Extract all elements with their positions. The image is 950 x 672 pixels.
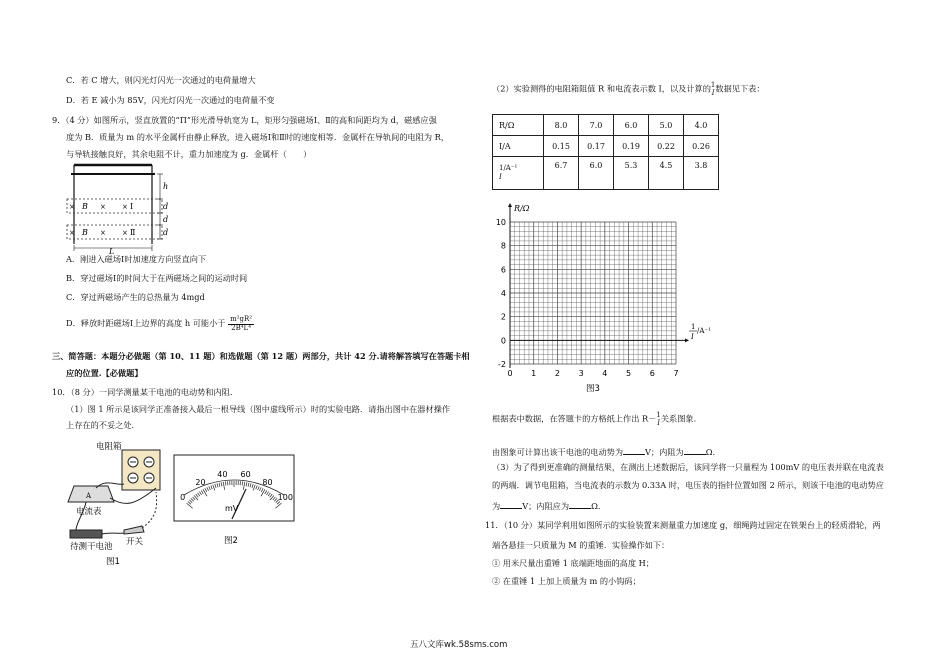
question-10-part1-line2: 上存在的不妥之处． <box>66 420 140 430</box>
x-tick-label: 7 <box>673 369 679 378</box>
figure-1-caption: 图1 <box>106 557 120 567</box>
q10-part3-end: Ω. <box>591 501 601 511</box>
figure-1-circuit <box>66 438 166 570</box>
meter-tick-label: 60 <box>240 470 251 480</box>
question-10-part2 <box>492 82 765 97</box>
graph-x-label-den: I <box>691 333 694 341</box>
figure-3-grid-graph <box>490 200 715 394</box>
meter-tick-label: 100 <box>277 492 293 502</box>
q10-graph-text: 根据表中数据，在答题卡的方格纸上作出 R－ <box>492 413 657 424</box>
question-11-step2: ② 在重锤 1 上加上质量为 m 的小钩码； <box>492 576 641 586</box>
answer-blank-resistance[interactable] <box>684 446 706 455</box>
y-tick-label: -2 <box>498 360 506 369</box>
x-tick-label: 5 <box>626 369 632 378</box>
q10-part2-text-end: 数据见下表： <box>715 83 765 94</box>
q10-part3-mid: V；内阻应为 <box>522 501 570 511</box>
table-cell: 5.3 <box>614 157 649 190</box>
figure-2-caption: 图2 <box>224 536 238 546</box>
table-row <box>493 136 719 157</box>
q9-option-b: B．穿过磁场Ⅰ的时间大于在两磁场之间的运动时间 <box>66 273 248 283</box>
option-c-previous: C．若 C 增大，则闪光灯闪光一次通过的电荷量增大 <box>66 75 256 85</box>
q10-part3-text: 为 <box>492 501 501 511</box>
answer-blank-emf[interactable] <box>623 446 645 455</box>
section-3-heading-line2: 应的位置.【必做题】 <box>66 368 143 378</box>
table-cell: 6.0 <box>614 115 649 136</box>
fig9-label-B2: B <box>82 228 88 237</box>
question-10-part1-line1: （1）图 1 所示是该同学正准备接入最后一根导线（图中虚线所示）时的实验电路．请指出图中在器材操作 <box>66 404 451 414</box>
answer-blank-resistance-corrected[interactable] <box>569 500 591 509</box>
fig9-label-II: Ⅱ <box>130 228 136 237</box>
fig9-cross-5: × <box>100 229 106 237</box>
question-9-line1: 9．（4 分）如图所示，竖直放置的“Π”形光滑导轨宽为 L，矩形匀强磁场Ⅰ、Ⅱ的高和间距均为 d，磁感应强 <box>52 115 437 125</box>
q9-option-d-fraction <box>228 316 254 332</box>
y-tick-label: 8 <box>500 241 506 251</box>
answer-blank-emf-corrected[interactable] <box>500 500 522 509</box>
meter-tick-label: 0 <box>180 492 186 502</box>
question-9-line3: 与导轨接触良好，其余电阻不计，重力加速度为 g．金属杆（ ） <box>66 149 312 159</box>
fig9-label-L: L <box>109 247 115 254</box>
table-row-label <box>493 157 544 190</box>
fraction-numerator: 1 <box>656 411 661 419</box>
table-cell: 0.26 <box>684 136 719 157</box>
fig9-label-h: h <box>163 182 169 191</box>
y-tick-label: 4 <box>500 289 506 298</box>
graph-x-label-unit: /A⁻¹ <box>697 327 711 335</box>
ammeter-A-label: A <box>86 492 92 500</box>
table-row <box>493 115 719 136</box>
table-cell: 4.0 <box>684 115 719 136</box>
table-row <box>493 157 719 190</box>
y-tick-label: 10 <box>495 218 506 227</box>
q10-emf-end: Ω. <box>705 447 716 457</box>
ammeter-label: 电流表 <box>76 507 102 517</box>
fraction-denominator: I <box>711 88 715 97</box>
question-11-line1: 11．（10 分）某同学利用如图所示的实验装置来测量重力加速度 g，细绳跨过固定在铁架台上的轻质滑轮，两 <box>485 520 881 530</box>
table-cell: 6.0 <box>579 157 614 190</box>
graph-x-label-num: 1 <box>691 323 696 331</box>
row-label-fraction: 1/A⁻¹ <box>499 163 518 172</box>
meter-tick-label: 20 <box>195 477 206 487</box>
q10-emf-mid: V；内阻为 <box>645 447 684 457</box>
q10-part3-line3 <box>492 500 600 512</box>
question-11-step1: ① 用米尺量出重锤 1 底端距地面的高度 H； <box>492 558 654 568</box>
q10-graph-instruction <box>492 412 696 427</box>
table-cell: 3.8 <box>684 157 719 190</box>
y-tick-label: 0 <box>500 336 506 346</box>
data-table <box>492 114 719 190</box>
question-9-line2: 度为 B．质量为 m 的水平金属杆由静止释放，进入磁场Ⅰ和Ⅱ时的速度相等．金属杆在导轨间的电阻为 R， <box>66 132 450 142</box>
fig9-label-B1: B <box>82 202 88 211</box>
table-cell: 0.22 <box>649 136 684 157</box>
q10-graph-text-end: 关系图象. <box>660 413 697 424</box>
q9-magnetic-field-figure <box>64 162 184 254</box>
q10-emf-text: 由图象可计算出该干电池的电动势为 <box>492 447 624 457</box>
fig9-label-d3: d <box>163 228 169 237</box>
fig9-cross-1: × <box>69 203 75 211</box>
table-cell: 4.5 <box>649 157 684 190</box>
table-cell: 0.17 <box>579 136 614 157</box>
q10-emf-line <box>492 446 715 458</box>
q9-option-d <box>66 316 254 332</box>
x-tick-label: 1 <box>531 369 537 378</box>
x-tick-label: 6 <box>649 369 655 378</box>
figure-2-meter <box>170 453 298 549</box>
q10-part3-line1: （3）为了得到更准确的测量结果，在测出上述数据后，该同学将一只量程为 100mV 的电压表并联在电流表 <box>492 462 884 472</box>
fraction-denominator: 2B⁴L⁴ <box>231 323 252 332</box>
table-row-label: I/A <box>493 136 544 157</box>
fig9-cross-2: × <box>100 203 106 211</box>
meter-unit: mV <box>225 504 239 513</box>
y-tick-label: 2 <box>500 312 506 322</box>
fig9-cross-6: × <box>122 229 128 237</box>
row-label-denominator: I <box>499 173 502 181</box>
table-cell: 8.0 <box>544 115 579 136</box>
fig9-label-I: Ⅰ <box>130 202 134 211</box>
q10-part3-line2: 的两端．调节电阻箱，当电流表的示数为 0.33A 时，电压表的指针位置如图 2 所示，则该干电池的电动势应 <box>492 480 884 490</box>
meter-tick-label: 80 <box>262 477 273 487</box>
q10-part2-text: （2）实验测得的电阻箱阻值 R 和电流表示数 I，以及计算的 <box>492 83 711 94</box>
fig9-cross-4: × <box>69 229 75 237</box>
option-d-previous: D．若 E 减小为 85V，闪光灯闪光一次通过的电荷量不变 <box>66 95 275 105</box>
fig9-label-d1: d <box>163 202 169 211</box>
x-tick-label: 2 <box>554 369 560 378</box>
table-cell: 0.19 <box>614 136 649 157</box>
fraction-numerator: m²gR² <box>230 315 253 323</box>
x-tick-label: 3 <box>578 369 584 378</box>
x-tick-label: 0 <box>507 369 513 378</box>
q9-option-d-text: D．释放时距磁场Ⅰ上边界的高度 h 可能小于 <box>66 318 226 329</box>
fig9-label-d2: d <box>163 215 169 224</box>
question-11-line2: 端各悬挂一只质量为 M 的重锤．实验操作如下： <box>492 540 670 550</box>
battery-label: 待测干电池 <box>70 542 113 552</box>
y-tick-label: 6 <box>500 265 506 275</box>
table-row-label: R/Ω <box>493 115 544 136</box>
fraction-numerator: 1 <box>710 81 716 89</box>
x-tick-label: 4 <box>602 369 608 378</box>
footer-watermark: 五八文库wk.58sms.com <box>410 640 508 650</box>
meter-tick-label: 40 <box>217 470 228 480</box>
table-cell: 5.0 <box>649 115 684 136</box>
resistor-box-label: 电阻箱 <box>96 442 122 452</box>
graph-y-label: R/Ω <box>514 204 530 213</box>
table-cell: 7.0 <box>579 115 614 136</box>
fig9-cross-3: × <box>122 203 128 211</box>
section-3-heading-line1: 三、简答题：本题分必做题（第 10、11 题）和选做题（第 12 题）两部分，共计 42 分.请将解答填写在答题卡相 <box>52 351 470 361</box>
q9-option-c: C．穿过两磁场产生的总热量为 4mgd <box>66 292 205 302</box>
fraction-denominator: I <box>657 418 660 427</box>
table-cell: 0.15 <box>544 136 579 157</box>
table-cell: 6.7 <box>544 157 579 190</box>
figure-3-caption: 图3 <box>586 384 600 394</box>
switch-label: 开关 <box>126 537 144 547</box>
q9-option-a: A．刚进入磁场Ⅰ时加速度方向竖直向下 <box>66 254 207 264</box>
question-10-title: 10．（8 分）一同学测量某干电池的电动势和内阻. <box>52 387 233 397</box>
